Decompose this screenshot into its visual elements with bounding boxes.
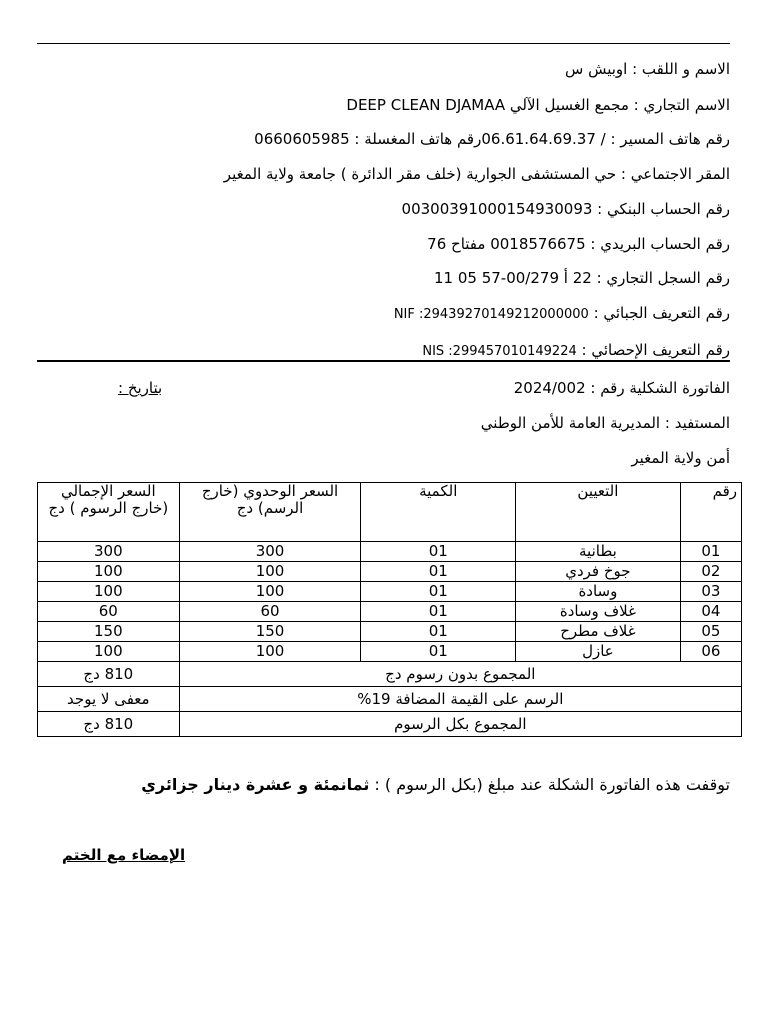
name-line: الاسم و اللقب : اوبيش س — [565, 60, 730, 78]
trade-name-latin: DEEP CLEAN DJAMAA — [346, 96, 506, 114]
cell-designation: وسادة — [516, 582, 681, 602]
cell-designation: عازل — [516, 642, 681, 662]
phone-line: رقم هاتف المسير : / 06.61.64.69.37رقم هاتف المغسلة : 0660605985 — [254, 130, 730, 148]
table-header-row — [38, 483, 742, 542]
cell-num: 05 — [680, 622, 741, 642]
postal-account-line: رقم الحساب البريدي : 0018576675 مفتاح 76 — [427, 235, 730, 253]
beneficiary-line-2: أمن ولاية المغير — [631, 449, 730, 467]
cell-num: 02 — [680, 562, 741, 582]
address-line: المقر الاجتماعي : حي المستشفى الجوارية (خلف مقر الدائرة ) جامعة ولاية المغير — [223, 165, 730, 183]
top-divider — [37, 43, 730, 44]
amount-in-words-prefix: توقفت هذه الفاتورة الشكلة عند مبلغ (بكل الرسوم ) : — [374, 775, 730, 794]
nis-label: رقم التعريف الإحصائي : — [581, 341, 730, 359]
cell-designation: بطانية — [516, 542, 681, 562]
cell-unit-price: 300 — [179, 542, 361, 562]
summary-row-total — [38, 712, 742, 737]
invoice-date-label: بتاريخ : — [118, 379, 163, 397]
summary-value: معفى لا يوجد — [38, 687, 180, 712]
signature-label: الإمضاء مع الختم — [62, 846, 186, 864]
summary-label: المجموع بدون رسوم دج — [179, 662, 741, 687]
cell-unit-price: 60 — [179, 602, 361, 622]
cell-num: 03 — [680, 582, 741, 602]
col-header-num: رقم — [680, 483, 741, 542]
nis-line — [37, 340, 730, 362]
summary-value: 810 دج — [38, 712, 180, 737]
amount-in-words — [141, 774, 730, 796]
bank-account-line: رقم الحساب البنكي : 00300391000154930093 — [401, 200, 730, 218]
table-row — [38, 642, 742, 662]
cell-designation: غلاف مطرح — [516, 622, 681, 642]
summary-row-vat — [38, 687, 742, 712]
cell-designation: جوخ فردي — [516, 562, 681, 582]
beneficiary-line: المستفيد : المديرية العامة للأمن الوطني — [480, 414, 730, 432]
table-row — [38, 602, 742, 622]
items-table — [37, 482, 742, 737]
summary-label: المجموع بكل الرسوم — [179, 712, 741, 737]
summary-label: الرسم على القيمة المضافة 19% — [179, 687, 741, 712]
cell-unit-price: 100 — [179, 562, 361, 582]
cell-quantity: 01 — [361, 602, 516, 622]
cell-num: 04 — [680, 602, 741, 622]
table-row — [38, 622, 742, 642]
col-header-designation: التعيين — [516, 483, 681, 542]
cell-designation: غلاف وسادة — [516, 602, 681, 622]
cell-total: 100 — [38, 582, 180, 602]
col-header-unit-price: السعر الوحدوي (خارج الرسم) دج — [179, 483, 361, 542]
cell-total: 100 — [38, 562, 180, 582]
invoice-number: الفاتورة الشكلية رقم : 2024/002 — [513, 379, 730, 397]
table-row — [38, 542, 742, 562]
nif-line — [37, 303, 730, 325]
cell-quantity: 01 — [361, 642, 516, 662]
trade-name-label: الاسم التجاري : مجمع الغسيل الآلي — [509, 96, 730, 114]
summary-value: 810 دج — [38, 662, 180, 687]
nis-value: NIS :299457010149224 — [422, 344, 577, 359]
cell-unit-price: 100 — [179, 582, 361, 602]
amount-in-words-value: ثمانمئة و عشرة دينار جزائري — [141, 775, 370, 794]
cell-quantity: 01 — [361, 622, 516, 642]
cell-quantity: 01 — [361, 582, 516, 602]
cell-unit-price: 100 — [179, 642, 361, 662]
col-header-quantity: الكمية — [361, 483, 516, 542]
header-divider — [37, 360, 730, 362]
trade-register-line: رقم السجل التجاري : 22 أ 00/279-57 05 11 — [433, 269, 730, 287]
cell-num: 06 — [680, 642, 741, 662]
table-row — [38, 582, 742, 602]
summary-row-subtotal — [38, 662, 742, 687]
cell-total: 100 — [38, 642, 180, 662]
cell-num: 01 — [680, 542, 741, 562]
cell-quantity: 01 — [361, 562, 516, 582]
cell-total: 150 — [38, 622, 180, 642]
trade-name-line — [37, 95, 730, 115]
cell-total: 300 — [38, 542, 180, 562]
nif-value: NIF :29439270149212000000 — [393, 307, 589, 322]
col-header-total-price: السعر الإجمالي (خارج الرسوم ) دج — [38, 483, 180, 542]
table-row — [38, 562, 742, 582]
cell-total: 60 — [38, 602, 180, 622]
cell-quantity: 01 — [361, 542, 516, 562]
nif-label: رقم التعريف الجبائي : — [593, 304, 730, 322]
cell-unit-price: 150 — [179, 622, 361, 642]
